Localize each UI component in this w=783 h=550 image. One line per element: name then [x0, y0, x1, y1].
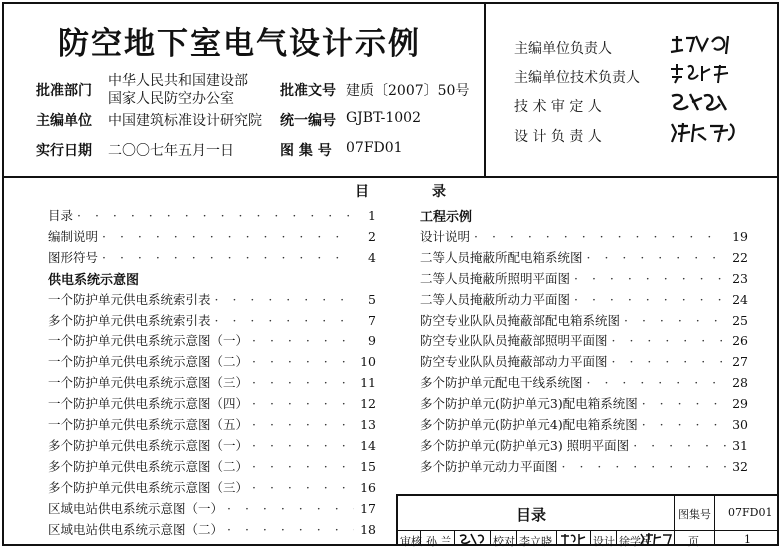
title-block-page-label: 页 — [688, 535, 699, 548]
toc-entry[interactable] — [48, 520, 376, 538]
toc-entry-page: 16 — [360, 479, 376, 495]
title-block-vline — [556, 530, 557, 546]
sign-label-chief-editor: 主编单位负责人 — [514, 41, 612, 57]
toc-entry-page: 7 — [368, 312, 376, 328]
toc-entry-title: 一个防护单元供电系统索引表 — [48, 291, 211, 307]
toc-entry[interactable] — [48, 478, 376, 496]
toc-entry[interactable] — [48, 248, 376, 266]
toc-entry[interactable] — [48, 290, 376, 308]
signature-checker-small — [559, 532, 589, 546]
toc-entry[interactable] — [420, 269, 748, 287]
toc-entry[interactable] — [420, 352, 748, 370]
sign-label-design-lead: 设 计 负 责 人 — [514, 129, 602, 145]
toc-entry-title: 区域电站供电系统示意图（一） — [48, 500, 224, 516]
approval-dept-label: 批准部门 — [36, 83, 92, 99]
toc-entry-title: 二等人员掩蔽所配电箱系统图 — [420, 249, 583, 265]
toc-entry[interactable] — [48, 499, 376, 517]
atlas-number-label: 图 集 号 — [280, 143, 332, 159]
toc-entry-title: 多个防护单元动力平面图 — [420, 458, 558, 474]
toc-entry-page: 11 — [360, 375, 376, 391]
toc-section-heading: 工程示例 — [420, 210, 473, 225]
toc-entry-title: 多个防护单元供电系统示意图（三） — [48, 479, 249, 495]
title-block-vline — [454, 530, 455, 546]
toc-entry-title: 目录 — [48, 208, 74, 223]
title-block — [396, 494, 779, 546]
toc-entry[interactable] — [420, 457, 748, 475]
toc-entry-page: 15 — [360, 458, 376, 474]
toc-entry-page: 10 — [360, 354, 376, 370]
toc-entry-page: 31 — [732, 437, 748, 453]
toc-entry-title: 一个防护单元供电系统示意图（三） — [48, 375, 249, 391]
leader-dots — [587, 375, 726, 390]
toc-entry[interactable] — [48, 415, 376, 433]
toc-heading-left-char: 目 — [355, 184, 369, 200]
sign-label-reviewer: 技 术 审 定 人 — [514, 99, 602, 115]
toc-entry[interactable] — [420, 436, 748, 454]
title-block-atlas-label: 图集号 — [678, 508, 711, 521]
leader-dots — [252, 375, 354, 390]
signature-reviewer — [668, 90, 748, 114]
toc-entry-title: 多个防护单元(防护单元4)配电箱系统图 — [420, 417, 638, 432]
title-block-review-label: 审核 — [400, 535, 422, 548]
leader-dots — [612, 333, 726, 348]
signature-chief-editor — [668, 32, 748, 56]
serial-value: GJBT-1002 — [346, 110, 421, 126]
leader-dots — [215, 292, 354, 307]
title-block-vline — [616, 530, 617, 546]
leader-dots — [624, 313, 726, 328]
editor-unit-label: 主编单位 — [36, 113, 92, 129]
toc-entry-page: 25 — [732, 312, 748, 328]
toc-entry-title: 多个防护单元配电干线系统图 — [420, 375, 583, 391]
toc-entry[interactable] — [48, 331, 376, 349]
toc-entry-page: 18 — [360, 521, 376, 537]
serial-label: 统一编号 — [280, 113, 336, 129]
toc-entry-page: 4 — [368, 249, 376, 265]
toc-entry-title: 设计说明 — [420, 228, 471, 244]
editor-unit-value: 中国建筑标准设计研究院 — [108, 113, 262, 129]
leader-dots — [642, 396, 726, 411]
leader-dots — [77, 208, 354, 223]
toc-entry-title: 一个防护单元供电系统示意图（一） — [48, 333, 249, 349]
title-block-page-value: 1 — [744, 533, 751, 546]
title-block-atlas-value: 07FD01 — [728, 506, 773, 519]
toc-entry-title: 多个防护单元(防护单元3)配电箱系统图 — [420, 396, 638, 412]
toc-entry-title: 多个防护单元供电系统索引表 — [48, 312, 211, 328]
toc-entry-page: 28 — [732, 375, 748, 391]
toc-entry-page: 26 — [732, 333, 748, 349]
toc-entry[interactable] — [48, 394, 376, 412]
toc-entry-title: 一个防护单元供电系统示意图（二） — [48, 354, 249, 370]
toc-entry-page: 1 — [368, 208, 376, 223]
toc-entry[interactable] — [48, 436, 376, 454]
toc-entry-title: 一个防护单元供电系统示意图（五） — [48, 417, 249, 432]
approval-doc-value: 建质〔2007〕50号 — [346, 83, 470, 99]
leader-dots — [562, 459, 726, 474]
toc-entry-page: 9 — [368, 333, 376, 349]
leader-dots — [102, 229, 354, 244]
toc-entry-title: 防空专业队队员掩蔽部配电箱系统图 — [420, 312, 621, 328]
title-block-vline — [516, 530, 517, 546]
signature-reviewer-small — [458, 532, 488, 546]
toc-entry[interactable] — [420, 415, 748, 433]
approval-dept-line1: 中华人民共和国建设部 — [108, 73, 248, 89]
title-block-check-label: 校对 — [493, 535, 515, 548]
toc-section-heading: 供电系统示意图 — [48, 272, 140, 288]
leader-dots — [612, 354, 726, 369]
leader-dots — [252, 333, 354, 348]
document-title: 防空地下室电气设计示例 — [58, 26, 421, 62]
leader-dots — [633, 438, 726, 453]
toc-entry[interactable] — [420, 227, 748, 245]
title-block-designer: 徐学民 — [619, 535, 652, 548]
leader-dots — [102, 250, 354, 265]
title-block-name: 目录 — [516, 506, 547, 524]
approval-dept-line2: 国家人民防空办公室 — [108, 91, 234, 107]
toc-entry[interactable] — [420, 373, 748, 391]
leader-dots — [252, 459, 354, 474]
effective-date-value: 二〇〇七年五月一日 — [108, 143, 234, 159]
header-divider — [4, 176, 777, 178]
title-block-vline — [714, 496, 715, 546]
sign-label-tech-lead: 主编单位技术负责人 — [514, 70, 640, 86]
title-block-design-label: 设计 — [593, 535, 615, 548]
signature-tech-lead — [668, 61, 748, 85]
title-block-vline — [420, 530, 421, 546]
toc-entry-title: 防空专业队队员掩蔽部动力平面图 — [420, 354, 608, 370]
toc-entry[interactable] — [48, 311, 376, 329]
signature-design-lead — [668, 120, 748, 144]
title-block-vline — [674, 496, 675, 546]
leader-dots — [227, 501, 354, 516]
leader-dots — [574, 271, 726, 286]
toc-entry-title: 防空专业队队员掩蔽部照明平面图 — [420, 333, 608, 349]
toc-entry-page: 29 — [732, 396, 748, 412]
leader-dots — [587, 250, 726, 265]
toc-entry[interactable] — [420, 394, 748, 412]
toc-entry-page: 32 — [732, 458, 748, 474]
title-block-divider — [398, 530, 779, 531]
title-block-checker: 李立晓 — [519, 535, 552, 548]
toc-entry-page: 13 — [360, 417, 376, 432]
leader-dots — [227, 522, 354, 537]
header-vertical-divider — [484, 4, 486, 176]
toc-entry-page: 2 — [368, 228, 376, 244]
leader-dots — [252, 417, 354, 432]
toc-heading-right-char: 录 — [432, 184, 446, 200]
toc-entry-page: 19 — [732, 228, 748, 244]
toc-entry-title: 编制说明 — [48, 228, 99, 244]
toc-entry-page: 17 — [360, 500, 376, 516]
title-block-vline — [490, 530, 491, 546]
title-block-vline — [590, 530, 591, 546]
toc-entry[interactable] — [48, 373, 376, 391]
toc-entry[interactable] — [420, 248, 748, 266]
leader-dots — [252, 438, 354, 453]
leader-dots — [252, 480, 354, 495]
toc-entry-page: 30 — [732, 417, 748, 432]
atlas-number-value: 07FD01 — [346, 140, 403, 156]
toc-entry-page: 12 — [360, 396, 376, 412]
leader-dots — [574, 292, 726, 307]
toc-entry[interactable] — [420, 311, 748, 329]
toc-entry-title: 一个防护单元供电系统示意图（四） — [48, 396, 249, 412]
toc-entry[interactable] — [48, 457, 376, 475]
leader-dots — [474, 229, 726, 244]
leader-dots — [252, 354, 354, 369]
toc-entry-page: 23 — [732, 270, 748, 286]
signature-designer-small — [639, 532, 673, 546]
toc-entry-title: 多个防护单元供电系统示意图（二） — [48, 458, 249, 474]
toc-entry-page: 22 — [732, 249, 748, 265]
toc-entry-title: 区域电站供电系统示意图（二） — [48, 521, 224, 537]
toc-entry-page: 24 — [732, 291, 748, 307]
toc-entry-title: 多个防护单元(防护单元3) 照明平面图 — [420, 437, 630, 453]
effective-date-label: 实行日期 — [36, 143, 92, 159]
toc-entry-title: 二等人员掩蔽所照明平面图 — [420, 270, 571, 286]
leader-dots — [215, 313, 354, 328]
toc-entry[interactable] — [420, 290, 748, 308]
toc-entry-page: 5 — [368, 291, 376, 307]
approval-doc-label: 批准文号 — [280, 83, 336, 99]
toc-entry[interactable] — [420, 331, 748, 349]
toc-entry-page: 27 — [732, 354, 748, 370]
toc-entry-title: 多个防护单元供电系统示意图（一） — [48, 437, 249, 453]
toc-entry-page: 14 — [360, 437, 376, 453]
leader-dots — [252, 396, 354, 411]
toc-entry-title: 二等人员掩蔽所动力平面图 — [420, 291, 571, 307]
title-block-reviewer: 孙 兰 — [426, 535, 452, 548]
toc-entry-title: 图形符号 — [48, 249, 99, 265]
leader-dots — [642, 417, 726, 432]
toc-entry[interactable] — [48, 227, 376, 245]
toc-entry[interactable] — [48, 352, 376, 370]
toc-entry[interactable] — [48, 206, 376, 224]
